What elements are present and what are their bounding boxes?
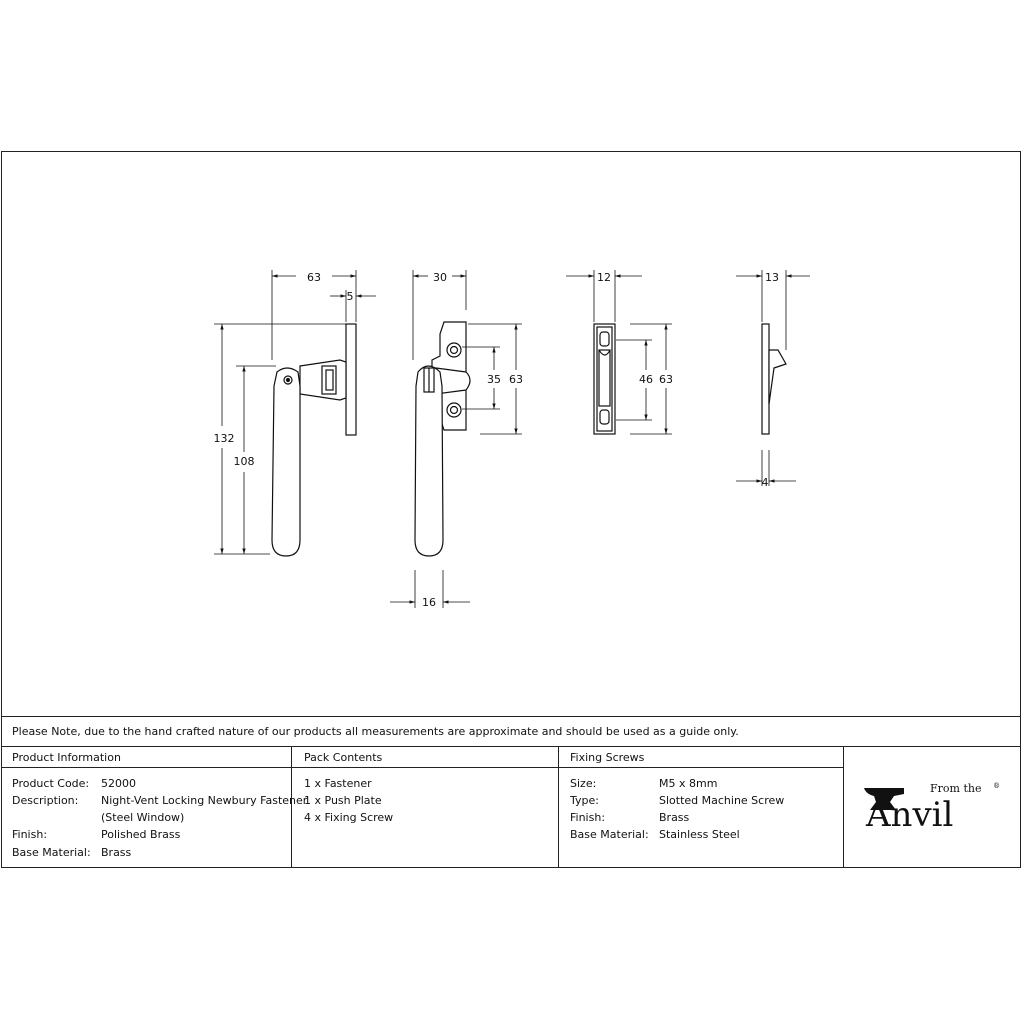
pack-item: 1 x Push Plate <box>304 794 382 807</box>
dim-label: 63 <box>659 373 673 386</box>
dim-label: 132 <box>213 432 235 445</box>
finish-label: Finish: <box>12 828 48 841</box>
dim-label: 13 <box>765 271 779 284</box>
base-material-value: Brass <box>101 846 132 859</box>
dim-label: 16 <box>422 596 436 609</box>
note-rule <box>1 746 1021 747</box>
description-value-cont: (Steel Window) <box>101 811 185 824</box>
column-divider <box>558 746 559 868</box>
dim-label: 12 <box>597 271 611 284</box>
measurement-note: Please Note, due to the hand crafted nature of our products all measurements are approximate and should be used as a guide only. <box>12 725 739 738</box>
column-divider <box>843 746 844 868</box>
table-top-rule <box>1 716 1021 717</box>
base-material-label: Base Material: <box>12 846 91 859</box>
screw-finish-label: Finish: <box>570 811 606 824</box>
dim-label: 5 <box>346 290 354 303</box>
screw-type-value: Slotted Machine Screw <box>659 794 785 807</box>
dim-label: 108 <box>233 455 255 468</box>
dim-label: 35 <box>487 373 501 386</box>
dim-label: 4 <box>761 476 769 489</box>
screw-material-label: Base Material: <box>570 828 649 841</box>
header-rule <box>1 767 843 768</box>
dim-label: 30 <box>433 271 447 284</box>
view-side <box>272 324 356 556</box>
dim-label: 63 <box>509 373 523 386</box>
logo-big-text: Anvil <box>866 795 954 835</box>
dim-label: 46 <box>639 373 653 386</box>
view-push-plate-side <box>762 324 786 434</box>
pack-contents-header: Pack Contents <box>304 751 383 764</box>
screw-size-value: M5 x 8mm <box>659 777 718 790</box>
view-push-plate-dimensions <box>566 270 672 434</box>
screw-material-value: Stainless Steel <box>659 828 740 841</box>
screw-finish-value: Brass <box>659 811 690 824</box>
column-divider <box>291 746 292 868</box>
dim-label: 63 <box>307 271 321 284</box>
description-label: Description: <box>12 794 79 807</box>
screw-type-label: Type: <box>570 794 599 807</box>
finish-value: Polished Brass <box>101 828 181 841</box>
fixing-screws-header: Fixing Screws <box>570 751 645 764</box>
pack-item: 1 x Fastener <box>304 777 372 790</box>
view-push-plate <box>594 324 615 434</box>
product-code-value: 52000 <box>101 777 136 790</box>
product-info-header: Product Information <box>12 751 121 764</box>
logo-registered-mark: ® <box>993 782 1000 790</box>
from-the-anvil-logo <box>860 778 1010 838</box>
view-front <box>415 322 470 556</box>
pack-item: 4 x Fixing Screw <box>304 811 394 824</box>
view-front-dimensions <box>390 270 522 608</box>
product-code-label: Product Code: <box>12 777 90 790</box>
logo-small-text: From the <box>930 782 982 795</box>
screw-size-label: Size: <box>570 777 597 790</box>
description-value: Night-Vent Locking Newbury Fastener <box>101 794 308 807</box>
